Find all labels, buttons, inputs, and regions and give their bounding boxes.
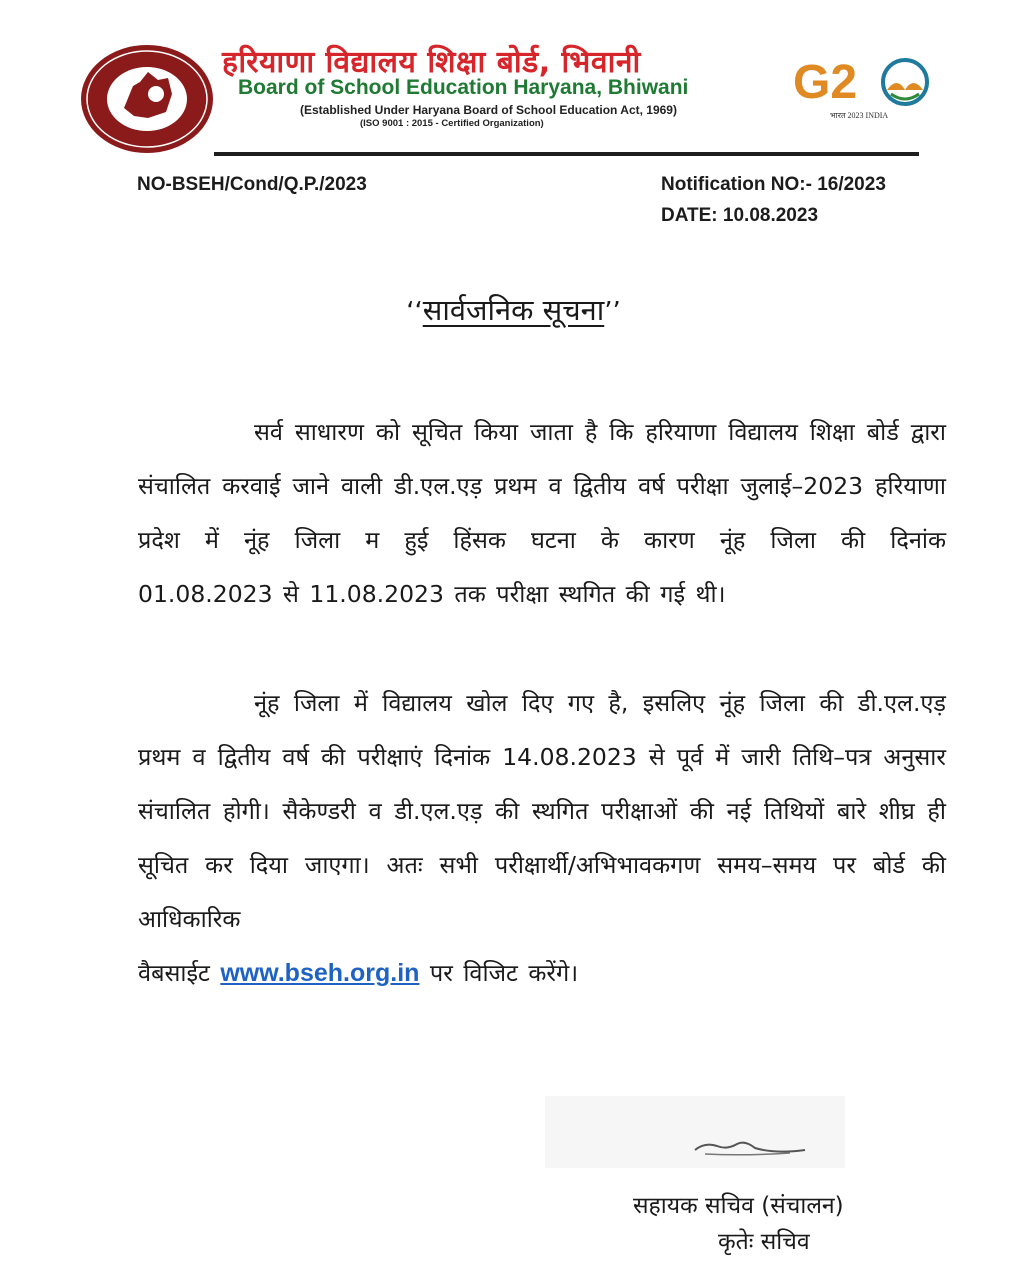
established-line: (Established Under Haryana Board of School Education Act, 1969) [300,103,677,117]
para1-last-line: 01.08.2023 से 11.08.2023 तक परीक्षा स्थगित की गई थी। [138,580,726,608]
para2-main-text: नूंह जिला में विद्यालय खोल दिए गए है, इसलिए नूंह जिला की डी.एल.एड़ प्रथम व द्वितीय वर्ष की परीक्षाएं दिनांक 14.08.2023 से पूर्व में जारी तिथि–पत्र अनुसार संचालित होगी। सैकेण्डरी व डी.एल.एड़ की स्थगित परीक्षाओं की नई तिथियों बारे शीघ्र ही सूचित कर दिया जाएगा। अतः सभी परीक्षार्थी/अभिभावकगण समय–समय पर बोर्ड की आधिकारिक [138,689,946,933]
signatory-title: सहायक सचिव (संचालन) [633,1193,844,1219]
header-divider [214,152,919,156]
para2-website-suffix: पर विजिट करेंगे। [429,959,579,987]
signature-image [545,1096,845,1168]
iso-certification: (ISO 9001 : 2015 - Certified Organization) [360,118,544,129]
g20-caption: भारत 2023 INDIA [830,111,889,120]
para2-website-prefix: वैबसाईट [138,959,210,987]
notice-paragraph-1 [138,405,946,621]
para2-last-line [138,946,946,1000]
notice-paragraph-2 [138,676,946,1000]
notification-number: Notification NO:- 16/2023 [661,174,886,195]
heading-close-quote: ’’ [604,297,621,327]
board-title-english: Board of School Education Haryana, Bhiwani [238,76,689,99]
board-title-hindi: हरियाणा विद्यालय शिक्षा बोर्ड, भिवानी [222,45,641,80]
svg-text:G2: G2 [793,56,858,109]
heading-text: सार्वजनिक सूचना [422,293,605,327]
reference-number: NO-BSEH/Cond/Q.P./2023 [137,174,367,195]
website-link[interactable]: www.bseh.org.in [220,959,420,987]
bseh-logo [78,42,216,156]
notification-date: DATE: 10.08.2023 [661,205,819,226]
signatory-for: कृतेः सचिव [718,1229,810,1255]
heading-open-quote: ‘‘ [406,297,423,327]
notice-heading [0,290,1027,329]
para1-main-text: सर्व साधारण को सूचित किया जाता है कि हरियाणा विद्यालय शिक्षा बोर्ड द्वारा संचालित करवाई जाने वाली डी.एल.एड़ प्रथम व द्वितीय वर्ष परीक्षा जुलाई–2023 हरियाणा प्रदेश में नूंह जिला म हुई हिंसक घटना के कारण नूंह जिला की दिनांक [138,418,946,554]
